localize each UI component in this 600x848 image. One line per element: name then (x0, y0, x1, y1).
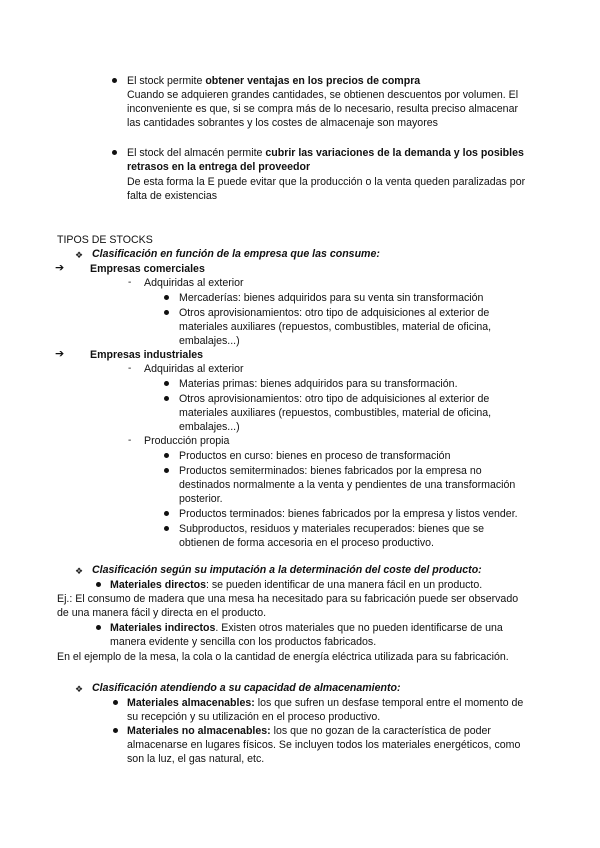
arrow-right-icon: ➔ (55, 348, 65, 360)
bullet-icon (96, 582, 101, 587)
intro-bullet-2: El stock del almacén permite cubrir las variaciones de la demanda y los posibles (127, 147, 524, 159)
section-heading: TIPOS DE STOCKS (57, 234, 153, 246)
list-item: Productos terminados: bienes fabricados por la empresa y listos vender. (179, 508, 518, 520)
arrow-right-icon: ➔ (55, 262, 65, 274)
dash-icon: - (128, 277, 132, 288)
paragraph-line: falta de existencias (127, 190, 218, 202)
dash-icon: - (128, 435, 132, 446)
bullet-icon (164, 511, 169, 516)
subgroup-title: Producción propia (144, 435, 230, 447)
diamond-bullet-icon: ❖ (75, 684, 84, 694)
classification-title: Clasificación atendiendo a su capacidad de almacenamiento: (92, 682, 401, 694)
paragraph-line: retrasos en la entrega del proveedor (127, 161, 311, 173)
group-title: Empresas industriales (90, 349, 204, 361)
classification-title: Clasificación en función de la empresa que las consume: (92, 248, 380, 260)
bullet-icon (96, 625, 101, 630)
group-title: Empresas comerciales (90, 263, 205, 275)
list-item: Otros aprovisionamientos: otro tipo de adquisiciones al exterior de (179, 393, 490, 405)
diamond-bullet-icon: ❖ (75, 250, 84, 260)
list-item-line: destinados normalmente a la venta y pendientes de una transformación (179, 479, 516, 491)
bullet-icon (164, 396, 169, 401)
bullet-icon (164, 468, 169, 473)
list-item-line: almacenarse en lugares físicos. Se incluyen todos los materiales energéticos, como (127, 739, 521, 751)
bullet-icon (164, 453, 169, 458)
subgroup-title: Adquiridas al exterior (144, 363, 244, 375)
bullet-icon (164, 526, 169, 531)
list-item: Materiales indirectos. Existen otros materiales que no pueden identificarse de una (110, 622, 503, 634)
paragraph-line: de una manera fácil y directa en el producto. (57, 607, 267, 619)
diamond-bullet-icon: ❖ (75, 566, 84, 576)
bullet-icon (164, 310, 169, 315)
list-item: Materias primas: bienes adquiridos para su transformación. (179, 378, 458, 390)
paragraph-line: inconveniente es que, si se compra más de lo necesario, resulta preciso almacenar (127, 103, 518, 115)
classification-title: Clasificación según su imputación a la determinación del coste del producto: (92, 564, 482, 576)
intro-bullet-1: El stock permite obtener ventajas en los precios de compra (127, 75, 421, 87)
list-item-line: embalajes...) (179, 421, 240, 433)
list-item-line: obtienen de forma accesoria en el proceso productivo. (179, 537, 434, 549)
bullet-icon (164, 381, 169, 386)
list-item: Materiales almacenables: los que sufren un desfase temporal entre el momento de (127, 697, 524, 709)
list-item-line: embalajes...) (179, 335, 240, 347)
dash-icon: - (128, 363, 132, 374)
list-item-line: su recepción y su utilización en el proceso productivo. (127, 711, 381, 723)
list-item: Subproductos, residuos y materiales recuperados: bienes que se (179, 523, 485, 535)
subgroup-title: Adquiridas al exterior (144, 277, 244, 289)
list-item-line: manera evidente y sencilla con los productos fabricados. (110, 636, 377, 648)
list-item-line: materiales auxiliares (repuestos, combustibles, material de oficina, (179, 321, 492, 333)
list-item: Materiales directos: se pueden identificar de una manera fácil en un producto. (110, 579, 483, 591)
paragraph-line: De esta forma la E puede evitar que la producción o la venta queden paralizadas por (127, 176, 526, 188)
paragraph-line: Cuando se adquieren grandes cantidades, se obtienen descuentos por volumen. El (127, 89, 519, 101)
paragraph-line: las cantidades sobrantes y los costes de almacenaje son mayores (127, 117, 438, 129)
list-item-line: son la luz, el gas natural, etc. (127, 753, 265, 765)
list-item: Mercaderías: bienes adquiridos para su venta sin transformación (179, 292, 484, 304)
list-item: Productos semiterminados: bienes fabricados por la empresa no (179, 465, 482, 477)
bullet-icon (112, 150, 117, 155)
paragraph-line: Ej.: El consumo de madera que una mesa ha necesitado para su fabricación puede ser observado (57, 593, 519, 605)
list-item: Productos en curso: bienes en proceso de transformación (179, 450, 451, 462)
list-item: Materiales no almacenables: los que no gozan de la característica de poder (127, 725, 491, 737)
paragraph-line: En el ejemplo de la mesa, la cola o la cantidad de energía eléctrica utilizada para su fabricación. (57, 651, 509, 663)
list-item: Otros aprovisionamientos: otro tipo de adquisiciones al exterior de (179, 307, 490, 319)
bullet-icon (113, 728, 118, 733)
list-item-line: materiales auxiliares (repuestos, combustibles, material de oficina, (179, 407, 492, 419)
bullet-icon (112, 78, 117, 83)
bullet-icon (113, 700, 118, 705)
list-item-line: posterior. (179, 493, 223, 505)
bullet-icon (164, 295, 169, 300)
